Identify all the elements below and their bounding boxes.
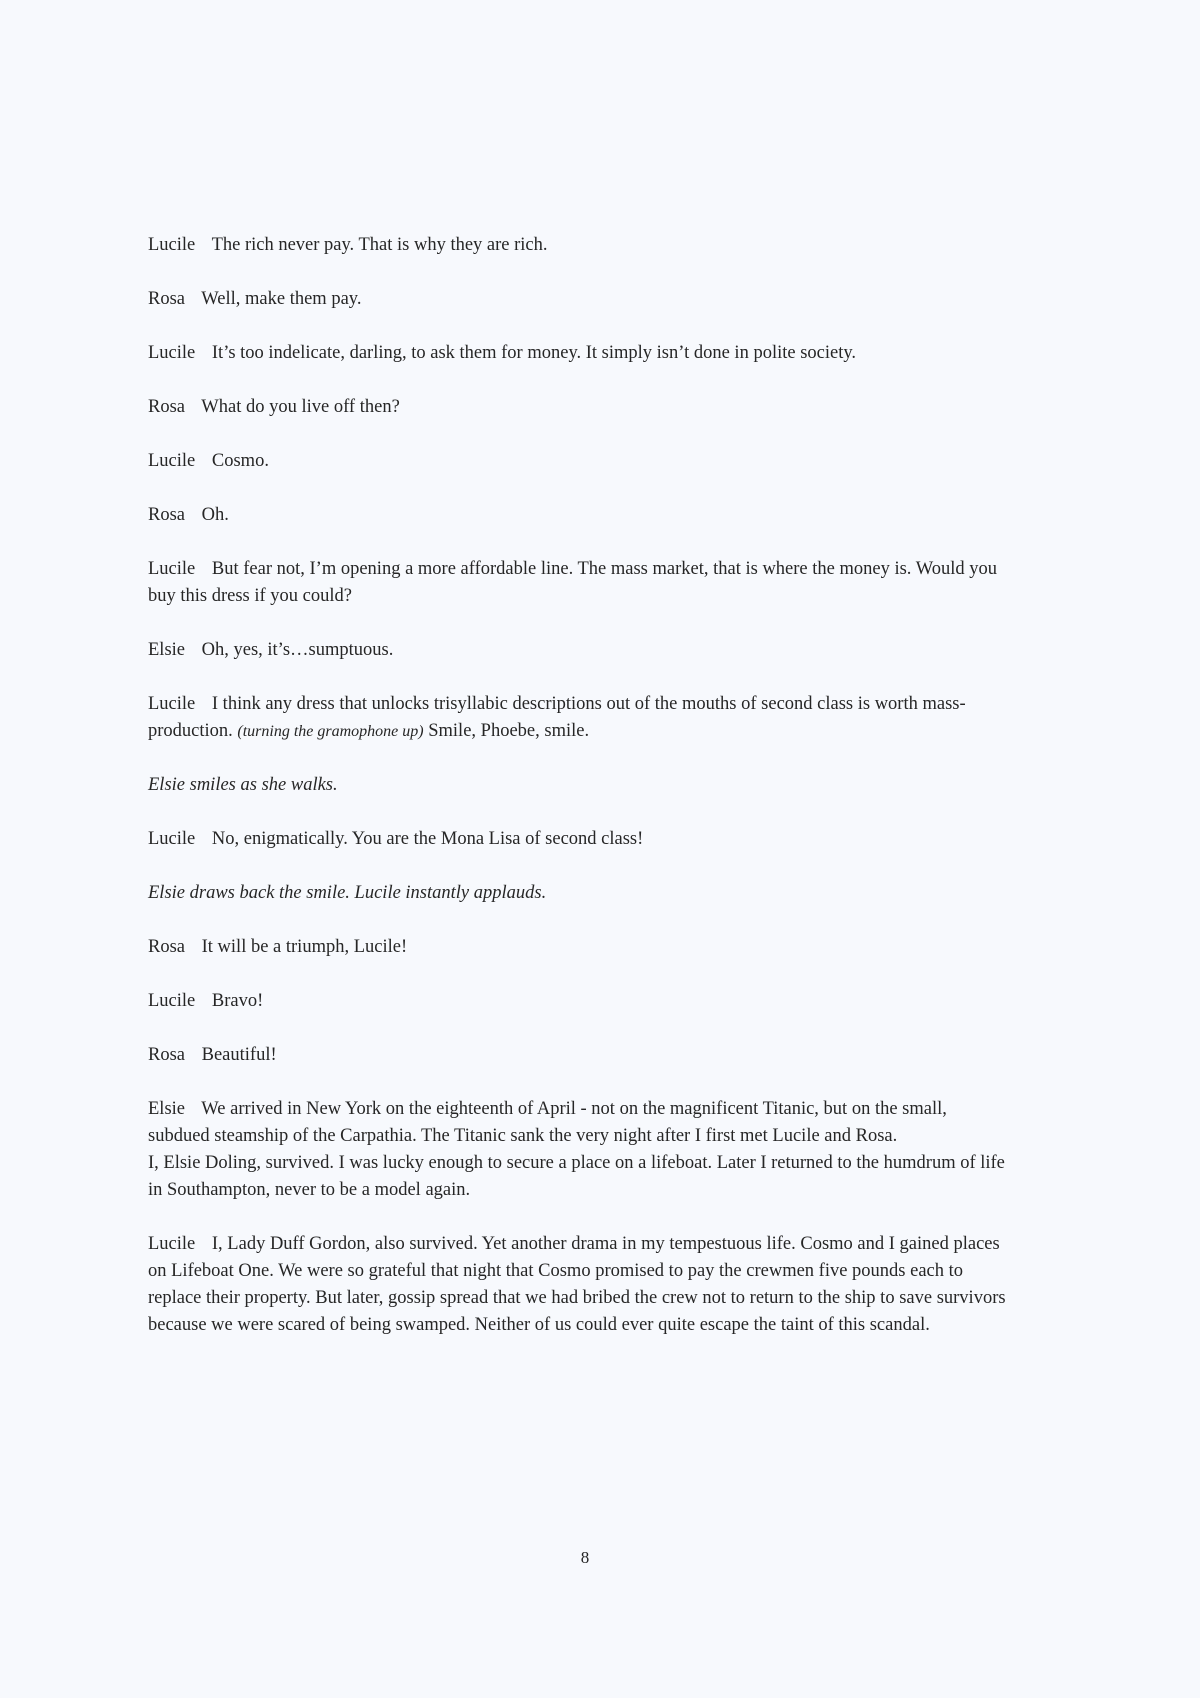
dialogue-text: Well, make them pay. <box>201 289 362 309</box>
dialogue-text: Cosmo. <box>211 451 269 471</box>
speaker-name: Rosa <box>148 289 185 309</box>
dialogue-line <box>148 556 1008 610</box>
dialogue-text: We arrived in New York on the eighteenth of April - not on the magnificent Titanic, but on the small, subdued steamship of the Carpathia. The Titanic sank the very night after I first met Lucile and Rosa. <box>148 1099 947 1146</box>
dialogue-text: Beautiful! <box>201 1045 277 1065</box>
stage-direction: Elsie smiles as she walks. <box>148 775 338 795</box>
dialogue-text: I think any dress that unlocks trisyllabic descriptions out of the mouths of second class is worth mass-production. <box>148 694 966 741</box>
dialogue-line <box>148 826 1008 853</box>
dialogue-line <box>148 1042 1008 1069</box>
script-body <box>148 232 1008 1366</box>
dialogue-line <box>148 637 1008 664</box>
dialogue-text: It will be a triumph, Lucile! <box>201 937 408 957</box>
page-number: 8 <box>580 1548 590 1567</box>
dialogue-line <box>148 934 1008 961</box>
dialogue-line <box>148 232 1008 259</box>
dialogue-line <box>148 448 1008 475</box>
dialogue-line <box>148 1231 1008 1339</box>
speaker-name: Rosa <box>148 937 185 957</box>
dialogue-line <box>148 286 1008 313</box>
dialogue-continuation <box>148 1150 1008 1204</box>
speaker-name: Lucile <box>148 694 196 714</box>
dialogue-line <box>148 340 1008 367</box>
stage-direction-inline: (turning the gramophone up) <box>237 723 424 740</box>
dialogue-line <box>148 502 1008 529</box>
dialogue-text: It’s too indelicate, darling, to ask them for money. It simply isn’t done in polite society. <box>211 343 857 363</box>
dialogue-line <box>148 691 1008 745</box>
speaker-name: Rosa <box>148 1045 185 1065</box>
dialogue-text: Bravo! <box>211 991 264 1011</box>
dialogue-text: Oh. <box>201 505 229 525</box>
speaker-name: Lucile <box>148 559 196 579</box>
speaker-name: Lucile <box>148 235 196 255</box>
dialogue-line <box>148 988 1008 1015</box>
speaker-name: Elsie <box>148 1099 185 1119</box>
speaker-name: Elsie <box>148 640 185 660</box>
speaker-name: Lucile <box>148 1234 196 1254</box>
dialogue-text: No, enigmatically. You are the Mona Lisa of second class! <box>211 829 644 849</box>
dialogue-text: The rich never pay. That is why they are rich. <box>211 235 548 255</box>
dialogue-text: Oh, yes, it’s…sumptuous. <box>201 640 394 660</box>
dialogue-text: But fear not, I’m opening a more affordable line. The mass market, that is where the money is. Would you buy this dress if you could? <box>148 559 997 606</box>
dialogue-line <box>148 1096 1008 1150</box>
dialogue-text: I, Elsie Doling, survived. I was lucky enough to secure a place on a lifeboat. Later I returned to the humdrum of life in Southampton, never to be a model again. <box>148 1153 1005 1200</box>
dialogue-text: Smile, Phoebe, smile. <box>428 721 590 741</box>
speaker-name: Lucile <box>148 451 196 471</box>
speaker-name: Rosa <box>148 397 185 417</box>
stage-direction: Elsie draws back the smile. Lucile instantly applauds. <box>148 883 547 903</box>
speaker-name: Rosa <box>148 505 185 525</box>
speaker-name: Lucile <box>148 991 196 1011</box>
speaker-name: Lucile <box>148 343 196 363</box>
dialogue-line <box>148 394 1008 421</box>
dialogue-text: I, Lady Duff Gordon, also survived. Yet another drama in my tempestuous life. Cosmo and I gained places on Lifeboat One. We were so grateful that night that Cosmo promised to pay the crewmen five pounds each to replace their property. But later, gossip spread that we had bribed the crew not to return to the ship to save survivors because we were scared of being swamped. Neither of us could ever quite escape the taint of this scandal. <box>148 1234 1006 1335</box>
speaker-name: Lucile <box>148 829 196 849</box>
dialogue-text: What do you live off then? <box>201 397 400 417</box>
